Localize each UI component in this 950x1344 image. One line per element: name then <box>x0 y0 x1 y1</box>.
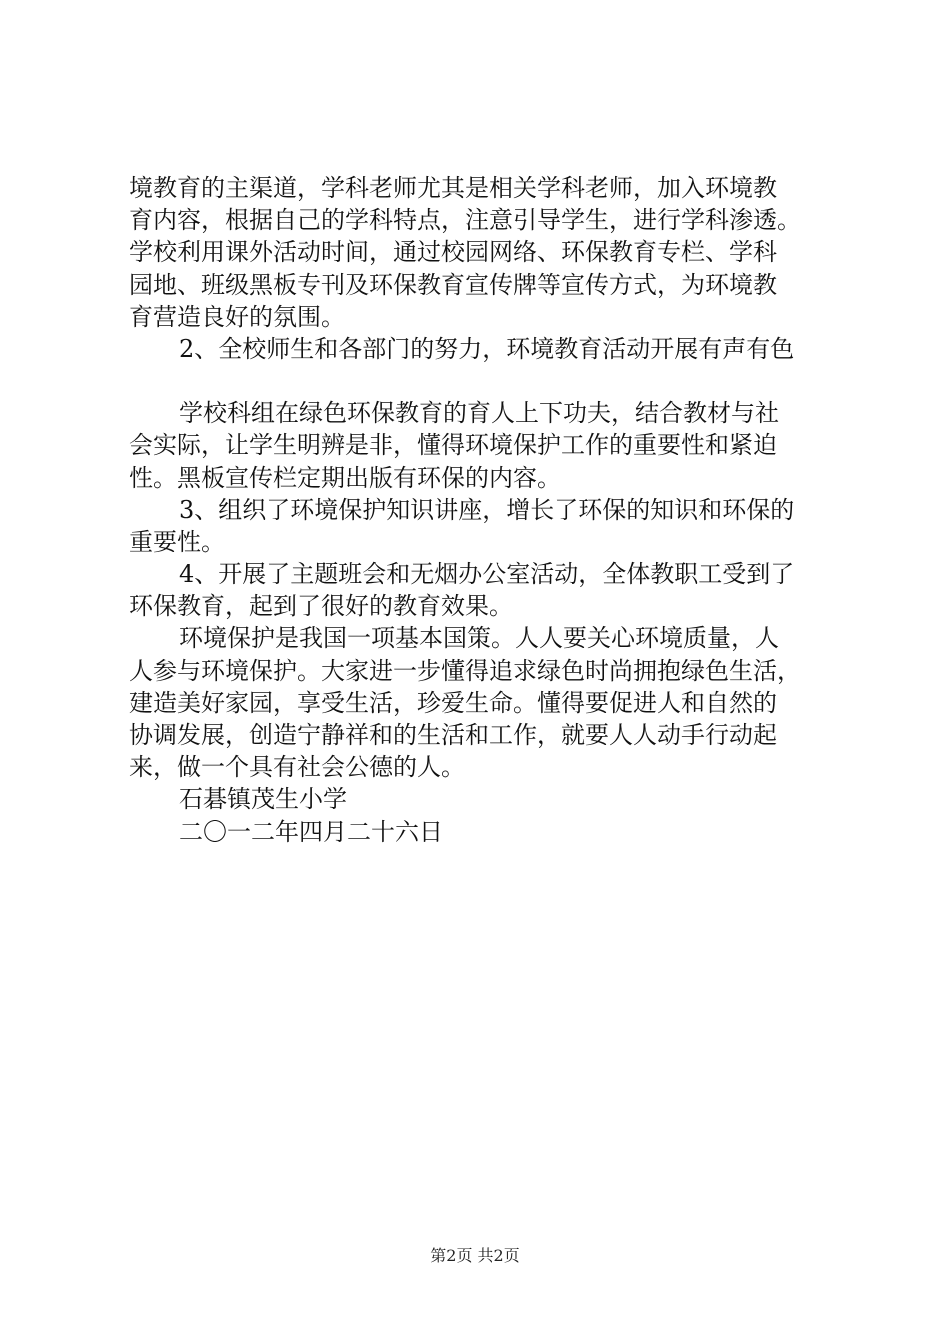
text-line: 园地、班级黑板专刊及环保教育宣传牌等宣传方式，为环境教 <box>129 270 777 299</box>
text-line: 学校利用课外活动时间，通过校园网络、环保教育专栏、学科 <box>129 238 777 267</box>
list-item-4 <box>129 558 834 622</box>
text-line: 环保教育，起到了很好的教育效果。 <box>129 592 513 621</box>
list-item-3 <box>129 494 834 558</box>
text-line: 人参与环境保护。大家进一步懂得追求绿色时尚拥抱绿色生活， <box>129 656 801 685</box>
text-line: 建造美好家园，享受生活，珍爱生命。懂得要促进人和自然的 <box>129 688 777 717</box>
text-line: 环境保护是我国一项基本国策。人人要关心环境质量，人 <box>179 624 779 653</box>
signature-school: 石碁镇茂生小学 <box>179 785 347 814</box>
text-line: 来，做一个具有社会公德的人。 <box>129 753 465 782</box>
text-line: 重要性。 <box>129 527 225 556</box>
text-line: 3、组织了环境保护知识讲座，增长了环保的知识和环保的 <box>179 495 795 524</box>
text-line: 会实际，让学生明辨是非，懂得环境保护工作的重要性和紧迫 <box>129 431 777 460</box>
paragraph-2 <box>129 397 834 494</box>
page-footer: 第2页 共2页 <box>430 1246 520 1265</box>
text-line: 育营造良好的氛围。 <box>129 302 345 331</box>
text-line: 4、开展了主题班会和无烟办公室活动，全体教职工受到了 <box>179 560 795 589</box>
blank-line <box>129 365 834 397</box>
document-body <box>129 172 834 848</box>
text-line: 性。黑板宣传栏定期出版有环保的内容。 <box>129 463 561 492</box>
text-line: 协调发展，创造宁静祥和的生活和工作，就要人人动手行动起 <box>129 721 777 749</box>
text-line: 学校科组在绿色环保教育的育人上下功夫，结合教材与社 <box>179 399 779 428</box>
paragraph-1 <box>129 172 834 333</box>
signature-date: 二〇一二年四月二十六日 <box>179 817 443 846</box>
paragraph-3 <box>129 622 834 783</box>
section-heading-2: 2、全校师生和各部门的努力，环境教育活动开展有声有色 <box>179 334 795 363</box>
text-line: 育内容，根据自己的学科特点，注意引导学生，进行学科渗透。 <box>129 206 801 235</box>
text-line: 境教育的主渠道，学科老师尤其是相关学科老师，加入环境教 <box>129 174 777 202</box>
